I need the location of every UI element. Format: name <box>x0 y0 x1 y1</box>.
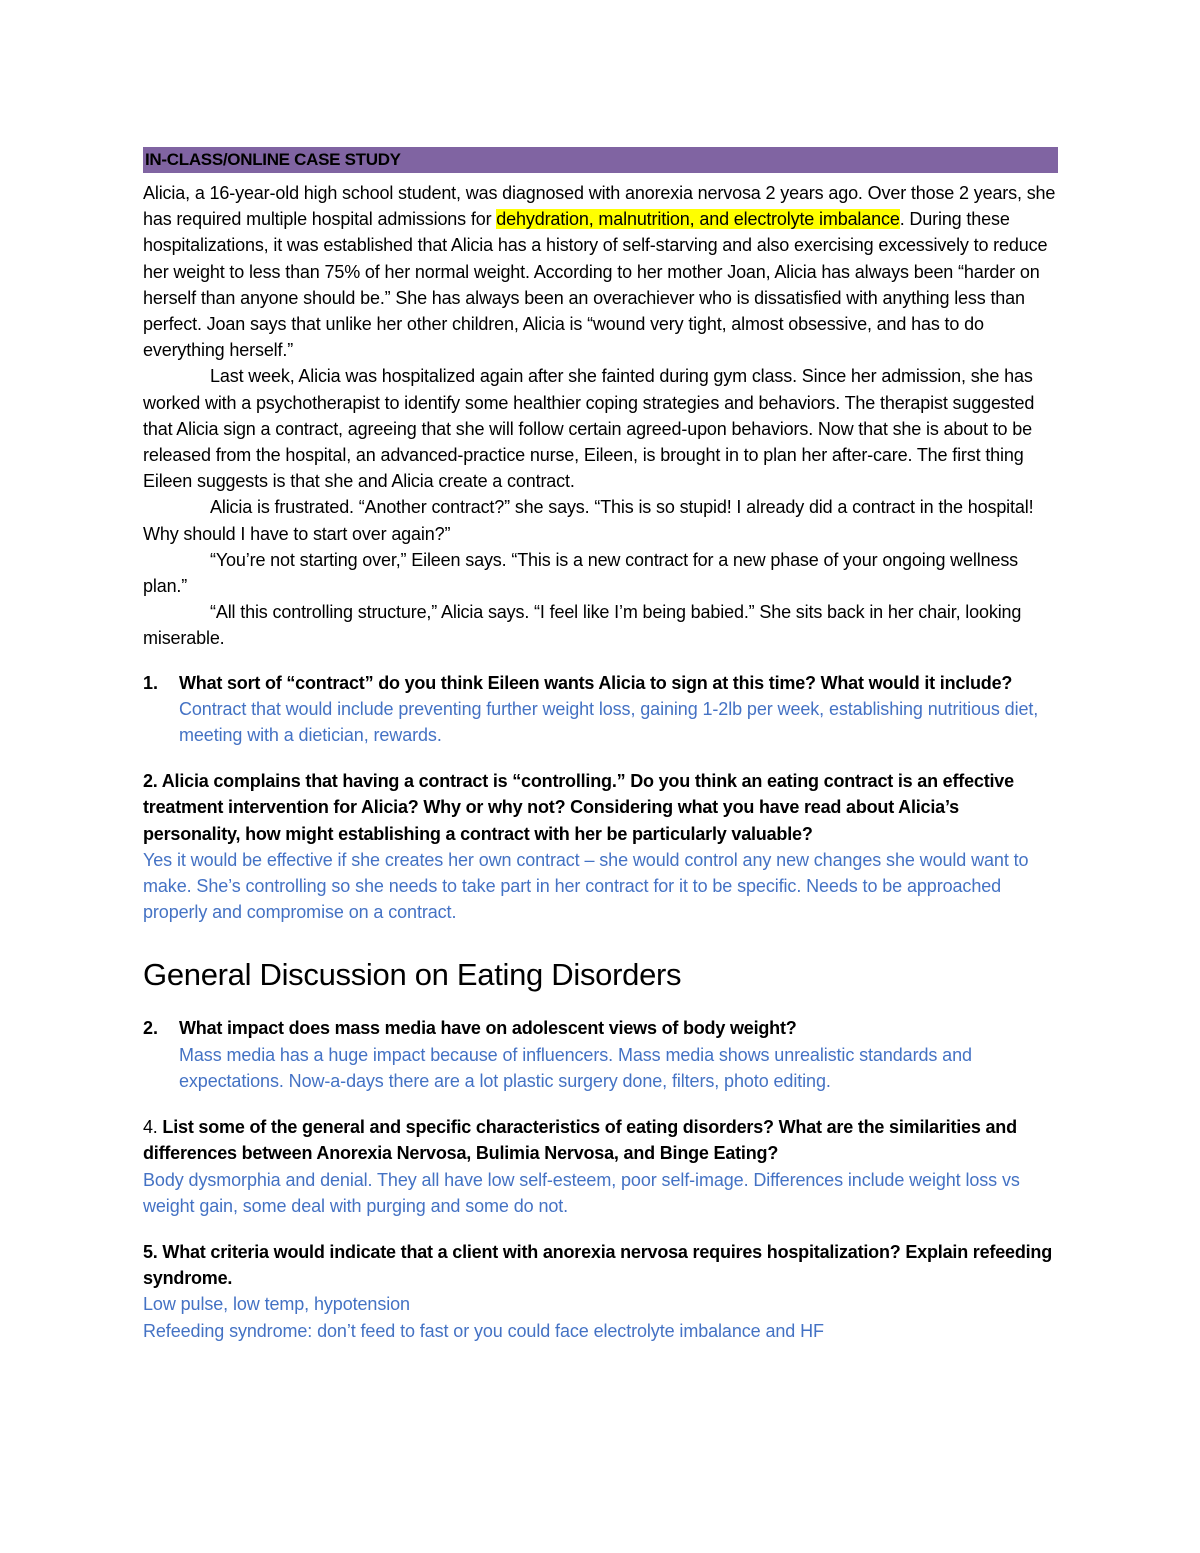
question-text: What sort of “contract” do you think Eileen wants Alicia to sign at this time? What would it include? <box>179 672 1013 693</box>
question-1 <box>143 670 1058 749</box>
question-number: 1. <box>143 672 159 693</box>
answer-text: Contract that would include preventing further weight loss, gaining 1-2lb per week, establishing nutritious diet, meeting with a dietician, rewards. <box>179 698 1039 746</box>
highlighted-text: dehydration, malnutrition, and electrolyte imbalance <box>496 209 900 230</box>
answer-text: Body dysmorphia and denial. They all have low self-esteem, poor self-image. Differences include weight loss vs weight gain, some deal with purging and some do not. <box>143 1169 1020 1216</box>
case-p1-text: Alicia, a 16-year-old high school student, was diagnosed with anorexia nervosa 2 years ago. Over those 2 years, she has required multiple hospital admissions for <box>143 183 1056 230</box>
question-text: 2. Alicia complains that having a contract is “controlling.” Do you think an eating contract is an effective treatment intervention for Alicia? Why or why not? Considering what you have read about Alicia’s personality, how might establishing a contract with her be particularly valuable? <box>143 771 1014 844</box>
question-text: What impact does mass media have on adolescent views of body weight? <box>179 1018 797 1039</box>
question-number: 4. <box>143 1117 163 1138</box>
question-text: 5. What criteria would indicate that a client with anorexia nervosa requires hospitalization? Explain refeeding syndrome. <box>143 1241 1053 1289</box>
question-4 <box>143 1114 1058 1166</box>
answer-text-line-1: Low pulse, low temp, hypotension <box>143 1294 410 1315</box>
general-question-1-block <box>143 1015 1058 1094</box>
answer-text: Mass media has a huge impact because of influencers. Mass media shows unrealistic standards and expectations. Now-a-days there are a lot plastic surgery done, filters, photo editing. <box>179 1044 972 1091</box>
general-question-1 <box>143 1015 1058 1094</box>
section-heading: General Discussion on Eating Disorders <box>143 957 682 993</box>
case-paragraph-4: “You’re not starting over,” Eileen says. “This is a new contract for a new phase of your ongoing wellness plan.” <box>143 549 1019 597</box>
question-1-block <box>143 670 1058 749</box>
general-question-5-block <box>143 1239 1058 1344</box>
case-study-header: IN-CLASS/ONLINE CASE STUDY <box>143 147 1058 173</box>
answer-text: Yes it would be effective if she creates her own contract – she would control any new changes she would want to make. She’s controlling so she needs to take part in her contract for it to be specific. Needs to be approached properly and compromise on a contract. <box>143 849 1029 923</box>
case-p1-text-after: . During these hospitalizations, it was established that Alicia has a history of self-starving and also exercising excessively to reduce her weight to less than 75% of her normal weight. According to her mother Joan, Alicia has always been “harder on herself than anyone should be.” She has always been an overachiever who is dissatisfied with anything less than perfect. Joan says that unlike her other children, Alicia is “wound very tight, almost obsessive, and has to do everything herself.” <box>143 209 1048 361</box>
case-paragraph-1 <box>143 180 1058 363</box>
answer-text-line-2: Refeeding syndrome: don’t feed to fast or you could face electrolyte imbalance and HF <box>143 1320 824 1341</box>
question-text: List some of the general and specific characteristics of eating disorders? What are the similarities and differences between Anorexia Nervosa, Bulimia Nervosa, and Binge Eating? <box>143 1117 1017 1164</box>
case-paragraph-5: “All this controlling structure,” Alicia says. “I feel like I’m being babied.” She sits back in her chair, looking miserable. <box>143 602 1022 649</box>
question-2-block <box>143 768 1058 925</box>
case-paragraph-2: Last week, Alicia was hospitalized again after she fainted during gym class. Since her admission, she has worked with a psychotherapist to identify some healthier coping strategies and behaviors. The therapist suggested that Alicia sign a contract, agreeing that she will follow certain agreed-upon behaviors. Now that she is about to be released from the hospital, an advanced-practice nurse, Eileen, is brought in to plan her after-care. The first thing Eileen suggests is that she and Alicia create a contract. <box>143 366 1035 492</box>
question-number: 2. <box>143 1018 159 1039</box>
case-paragraph-3: Alicia is frustrated. “Another contract?” she says. “This is so stupid! I already did a contract in the hospital! Why should I have to start over again?” <box>143 497 1034 544</box>
general-question-4-block <box>143 1114 1058 1219</box>
case-narrative <box>143 180 1058 652</box>
document-page <box>143 147 1058 1344</box>
